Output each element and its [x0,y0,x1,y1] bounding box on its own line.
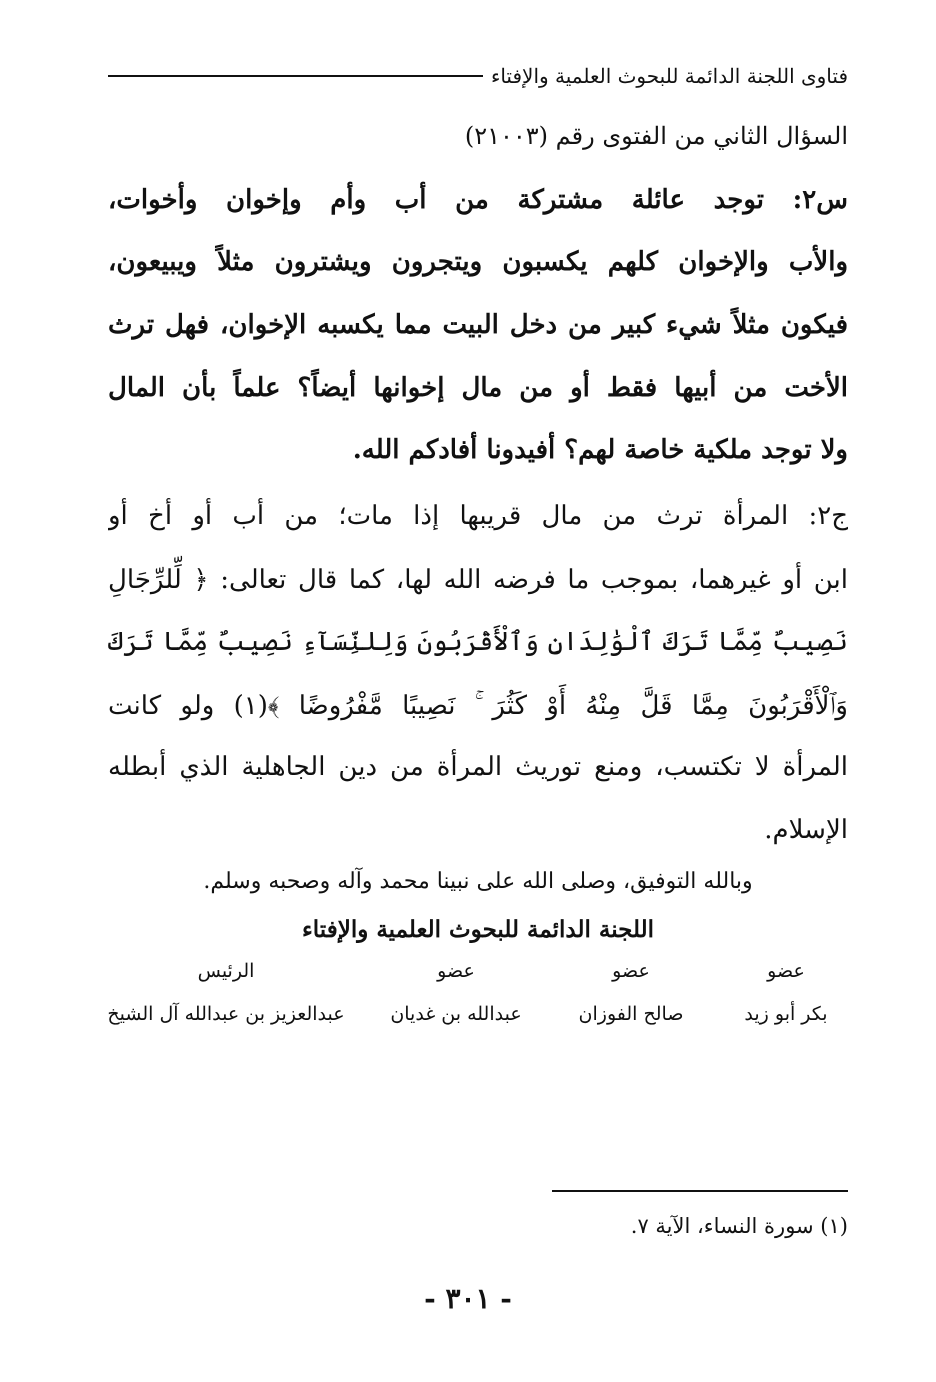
signatory-role: عضو [612,960,650,982]
header-rule [108,75,483,77]
header-title: فتاوى اللجنة الدائمة للبحوث العلمية والإفتاء [490,64,848,88]
signatory-roles [101,960,841,982]
signatory-role: عضو [767,960,805,982]
signatory-name: عبدالعزيز بن عبدالله آل الشيخ [107,1003,345,1025]
signatory-role: الرئيس [197,960,255,982]
question-line: والأب والإخوان كلهم يكسبون ويتجرون ويشترون مثلاً ويبيعون، [108,247,848,277]
answer-line: ج٢: المرأة ترث من مال قريبها إذا مات؛ من أب أو أخ أو [108,501,848,531]
running-header [108,58,848,94]
question-line: س٢: توجد عائلة مشتركة من أب وأم وإخوان وأخوات، [108,185,848,215]
footnote: (١) سورة النساء، الآية ٧. [630,1214,848,1238]
answer-line: المرأة لا تكتسب، ومنع توريث المرأة من دين الجاهلية الذي أبطله [108,752,848,782]
signatory-name: بكر أبو زيد [744,1003,828,1025]
answer-line: ابن أو غيرهما، بموجب ما فرضه الله لها، كما قال تعالى: ﴿ لِّلرِّجَالِ [108,565,848,595]
answer-line: وَٱلْأَقْرَبُونَ مِمَّا قَلَّ مِنْهُ أَوْ كَثُرَ ۚ نَصِيبًا مَّفْرُوضًا ﴾(١) ولو كانت [108,691,848,721]
closing-line: وبالله التوفيق، وصلى الله على نبينا محمد وآله وصحبه وسلم. [203,869,753,894]
signatory-names [101,1003,841,1025]
footnote-rule [552,1190,848,1192]
signatory-name: عبدالله بن غديان [390,1003,522,1025]
question-line: فيكون مثلاً شيء كبير من دخل البيت مما يكسبه الإخوان، فهل ترث [108,310,848,340]
signatory-name: صالح الفوزان [578,1003,684,1025]
answer-line: الإسلام. [764,815,848,845]
answer-line: نَصِيبٌ مِّمَّا تَرَكَ ٱلْوَٰلِدَانِ وَٱلْأَقْرَبُونَ وَلِلنِّسَآءِ نَصِيبٌ مِّمَّا تَرَكَ [108,627,848,657]
signatory-role: عضو [437,960,475,982]
question-line: الأخت من أبيها فقط أو من مال إخوانها أيضاً؟ علماً بأن المال [108,373,848,403]
page-number: - ٣٠١ - [424,1282,512,1315]
committee-name: اللجنة الدائمة للبحوث العلمية والإفتاء [301,916,655,943]
question-line: ولا توجد ملكية خاصة لهم؟ أفيدونا أفادكم الله. [352,435,848,465]
fatwa-subheading: السؤال الثاني من الفتوى رقم (٢١٠٠٣) [464,122,848,150]
